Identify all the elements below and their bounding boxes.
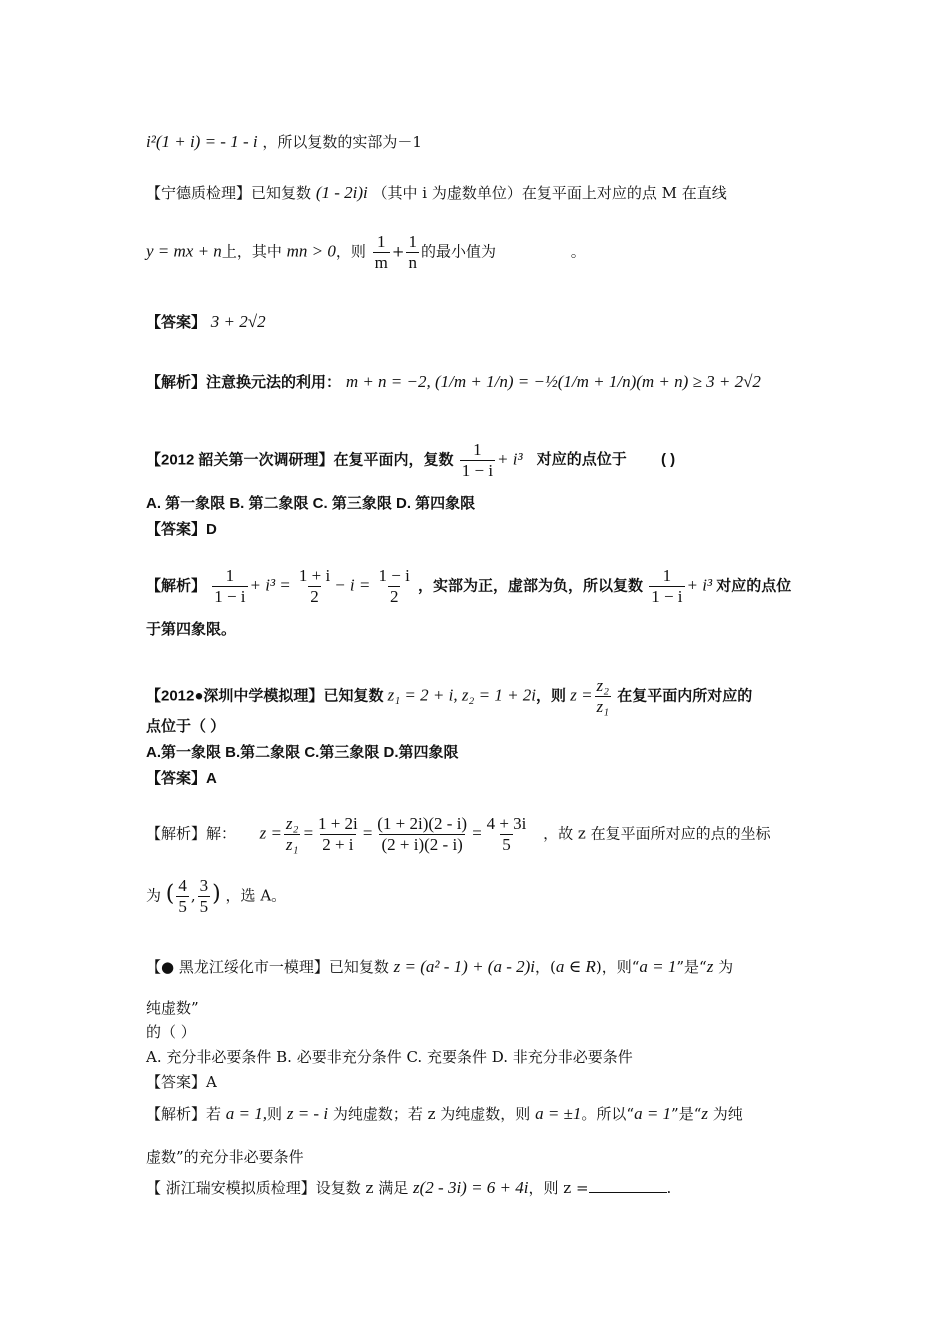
text: 的（ ）	[146, 1023, 196, 1041]
text: ，所以复数的实部为－1	[262, 133, 422, 151]
analysis-3-cont: 为 ( $\frac{4}{5}$ , $\frac{3}{5}$ ) ，选 A。	[146, 876, 287, 916]
answer-tag: 【答案】	[146, 314, 207, 331]
question-1	[146, 183, 727, 203]
text: 已知复数	[251, 184, 312, 202]
answer-3	[146, 769, 217, 789]
line-intro	[146, 132, 422, 152]
text: 已知复数	[323, 687, 384, 705]
math-expression: mn > 0	[286, 241, 336, 261]
math-expression: =	[279, 575, 291, 595]
math-expression: =	[361, 823, 374, 843]
text: 在复平面内，复数	[333, 451, 454, 469]
fraction: $\frac{1}{m}$	[374, 232, 388, 272]
analysis-tag: 【解析】	[146, 374, 207, 391]
question-source-tag: 【 浙江瑞安模拟质检理】	[146, 1179, 316, 1197]
math-expression: (1 - 2i)i	[315, 183, 368, 202]
text: 点位于（ ）	[146, 718, 226, 735]
text: ，则	[536, 687, 567, 705]
math-expression: m + n = −2, (1/m + 1/n) = −½(1/m + 1/n)(m + n) ≥ 3 + 2√2	[345, 372, 761, 391]
question-3-cont	[146, 717, 225, 737]
fraction: $\frac{3}{5}$	[199, 876, 209, 916]
fraction: $\frac{4}{5}$	[178, 876, 187, 916]
math-expression: z = (a² - 1) + (a - 2)i	[393, 957, 536, 976]
fraction: $\frac{1 + 2i}{2 + i}$	[317, 814, 358, 854]
analysis-4	[146, 1104, 743, 1124]
math-expression: a ∈ R	[555, 957, 596, 976]
fraction: $\frac{1}{n}$	[408, 232, 417, 272]
analysis-tag: 【解析】	[146, 577, 207, 595]
question-4	[146, 957, 733, 977]
math-expression: =	[302, 823, 314, 843]
math-expression: a = 1,	[225, 1104, 268, 1123]
fraction: $\frac{1}{1 - i}$	[214, 566, 246, 606]
text: 为	[146, 886, 162, 905]
math-expression: a = ±1	[535, 1104, 582, 1123]
answer-value: 【答案】A	[146, 770, 217, 787]
question-1-cont: y = mx + n上，其中 mn > 0，则 $\frac{1}{m}$ + $\frac{1}{n}$ 的最小值为 。	[146, 232, 586, 272]
question-source-tag: 【2012●深圳中学模拟理】	[146, 687, 324, 705]
text: 纯虚数”	[146, 999, 199, 1017]
math-expression: z	[706, 957, 714, 976]
text: 。	[570, 242, 586, 261]
text: ”是“	[671, 1105, 702, 1123]
math-expression: z = - i	[286, 1104, 329, 1123]
text: ”是“	[676, 958, 707, 976]
text: 。所以“	[581, 1105, 635, 1123]
analysis-tag: 【解析】若	[146, 1105, 222, 1123]
text: ，则	[335, 242, 366, 261]
fraction: $\frac{\text{z₂}}{\text{z₁}}$	[285, 814, 299, 854]
math-expression: z =	[570, 685, 593, 705]
options: A. 充分非必要条件 B. 必要非充分条件 C. 充要条件 D. 非充分非必要条件	[146, 1048, 633, 1066]
fraction: $\frac{1 + i}{2}$	[298, 566, 331, 606]
text: 于第四象限。	[146, 621, 237, 638]
text: 的最小值为	[420, 242, 496, 261]
analysis-1	[146, 372, 761, 393]
text: 为纯	[712, 1105, 743, 1123]
math-expression: + i³	[249, 575, 276, 595]
question-source-tag: 【宁德质检理】	[146, 184, 252, 202]
question-5	[146, 1178, 671, 1198]
text: ，故 z 在复平面所对应的点的坐标	[543, 824, 771, 843]
text: ，实部为正，虚部为负，所以复数	[418, 577, 644, 595]
text: 在复平面内所对应的	[617, 687, 753, 705]
question-source-tag: 【2012 韶关第一次调研理】	[146, 451, 334, 469]
question-2	[146, 440, 675, 481]
fraction: $\frac{4 + 3i}{5}$	[486, 814, 527, 854]
text: （其中 i 为虚数单位）在复平面上对应的点 M 在直线	[372, 184, 727, 202]
text: .	[666, 1179, 672, 1197]
text: 虚数”的充分非必要条件	[146, 1148, 304, 1166]
text: 上，其中	[221, 242, 282, 261]
fraction: $\frac{1}{1 - i}$	[651, 566, 683, 606]
analysis-2	[146, 566, 791, 607]
text: 对应的点位	[716, 577, 792, 595]
math-expression: =	[471, 823, 483, 843]
text: 对应的点位于	[536, 451, 627, 469]
math-expression: a = 1	[634, 1104, 672, 1123]
answer-paren: ( )	[660, 451, 676, 469]
analysis-3	[146, 814, 771, 855]
options: A. 第一象限 B. 第二象限 C. 第三象限 D. 第四象限	[146, 495, 476, 512]
answer-value: 【答案】A	[146, 1073, 217, 1091]
answer-blank[interactable]	[589, 1178, 667, 1193]
text: )，则“	[595, 958, 640, 976]
text: 为	[718, 958, 734, 976]
math-expression: − i =	[334, 575, 371, 595]
answer-value: 3 + 2√2	[210, 312, 266, 331]
math-expression: i²(1 + i) = - 1 - i	[146, 132, 258, 151]
answer-1	[146, 312, 266, 333]
math-expression: + i³	[686, 575, 713, 595]
question-4-cont2	[146, 1022, 196, 1042]
text: 设复数 z 满足	[315, 1179, 409, 1197]
fraction: $\frac{1 - i}{2}$	[378, 566, 410, 606]
question-3-options	[146, 743, 459, 763]
math-expression: a = 1	[639, 957, 677, 976]
math-expression: y = mx + n	[146, 241, 222, 261]
answer-2	[146, 520, 217, 540]
options: A.第一象限 B.第二象限 C.第三象限 D.第四象限	[146, 744, 459, 761]
text: 已知复数	[328, 958, 389, 976]
answer-value: 【答案】D	[146, 521, 217, 538]
answer-4	[146, 1072, 217, 1092]
text: 注意换元法的利用：	[206, 374, 342, 391]
text: 则	[267, 1105, 283, 1123]
question-4-options	[146, 1047, 633, 1067]
analysis-4-cont	[146, 1147, 304, 1167]
math-expression: z₁ = 2 + i, z₂ = 1 + 2i	[387, 685, 537, 705]
math-expression: z(2 - 3i) = 6 + 4i	[413, 1178, 529, 1197]
math-expression: z	[701, 1104, 709, 1123]
question-source-tag: 【● 黑龙江绥化市一模理】	[146, 958, 329, 976]
question-2-options	[146, 494, 475, 514]
text: ，(	[535, 958, 556, 976]
fraction: $\frac{(1 + 2i)(2 - i)}{(2 + i)(2 - i)}$	[377, 814, 468, 854]
fraction: $\frac{\text{z₂}}{\text{z₁}}$	[596, 676, 610, 716]
analysis-2-cont	[146, 620, 236, 640]
question-4-cont	[146, 998, 199, 1018]
question-3	[146, 676, 752, 717]
fraction: $\frac{1}{1 - i}$	[461, 440, 494, 480]
math-expression: z =	[259, 823, 282, 843]
analysis-tag: 【解析】解：	[146, 824, 237, 843]
math-expression: + i³	[497, 449, 523, 469]
text: ，选 A。	[225, 886, 287, 905]
text: 为纯虚数；若 z 为纯虚数，则	[332, 1105, 531, 1123]
text: ，则 z =	[528, 1179, 589, 1197]
